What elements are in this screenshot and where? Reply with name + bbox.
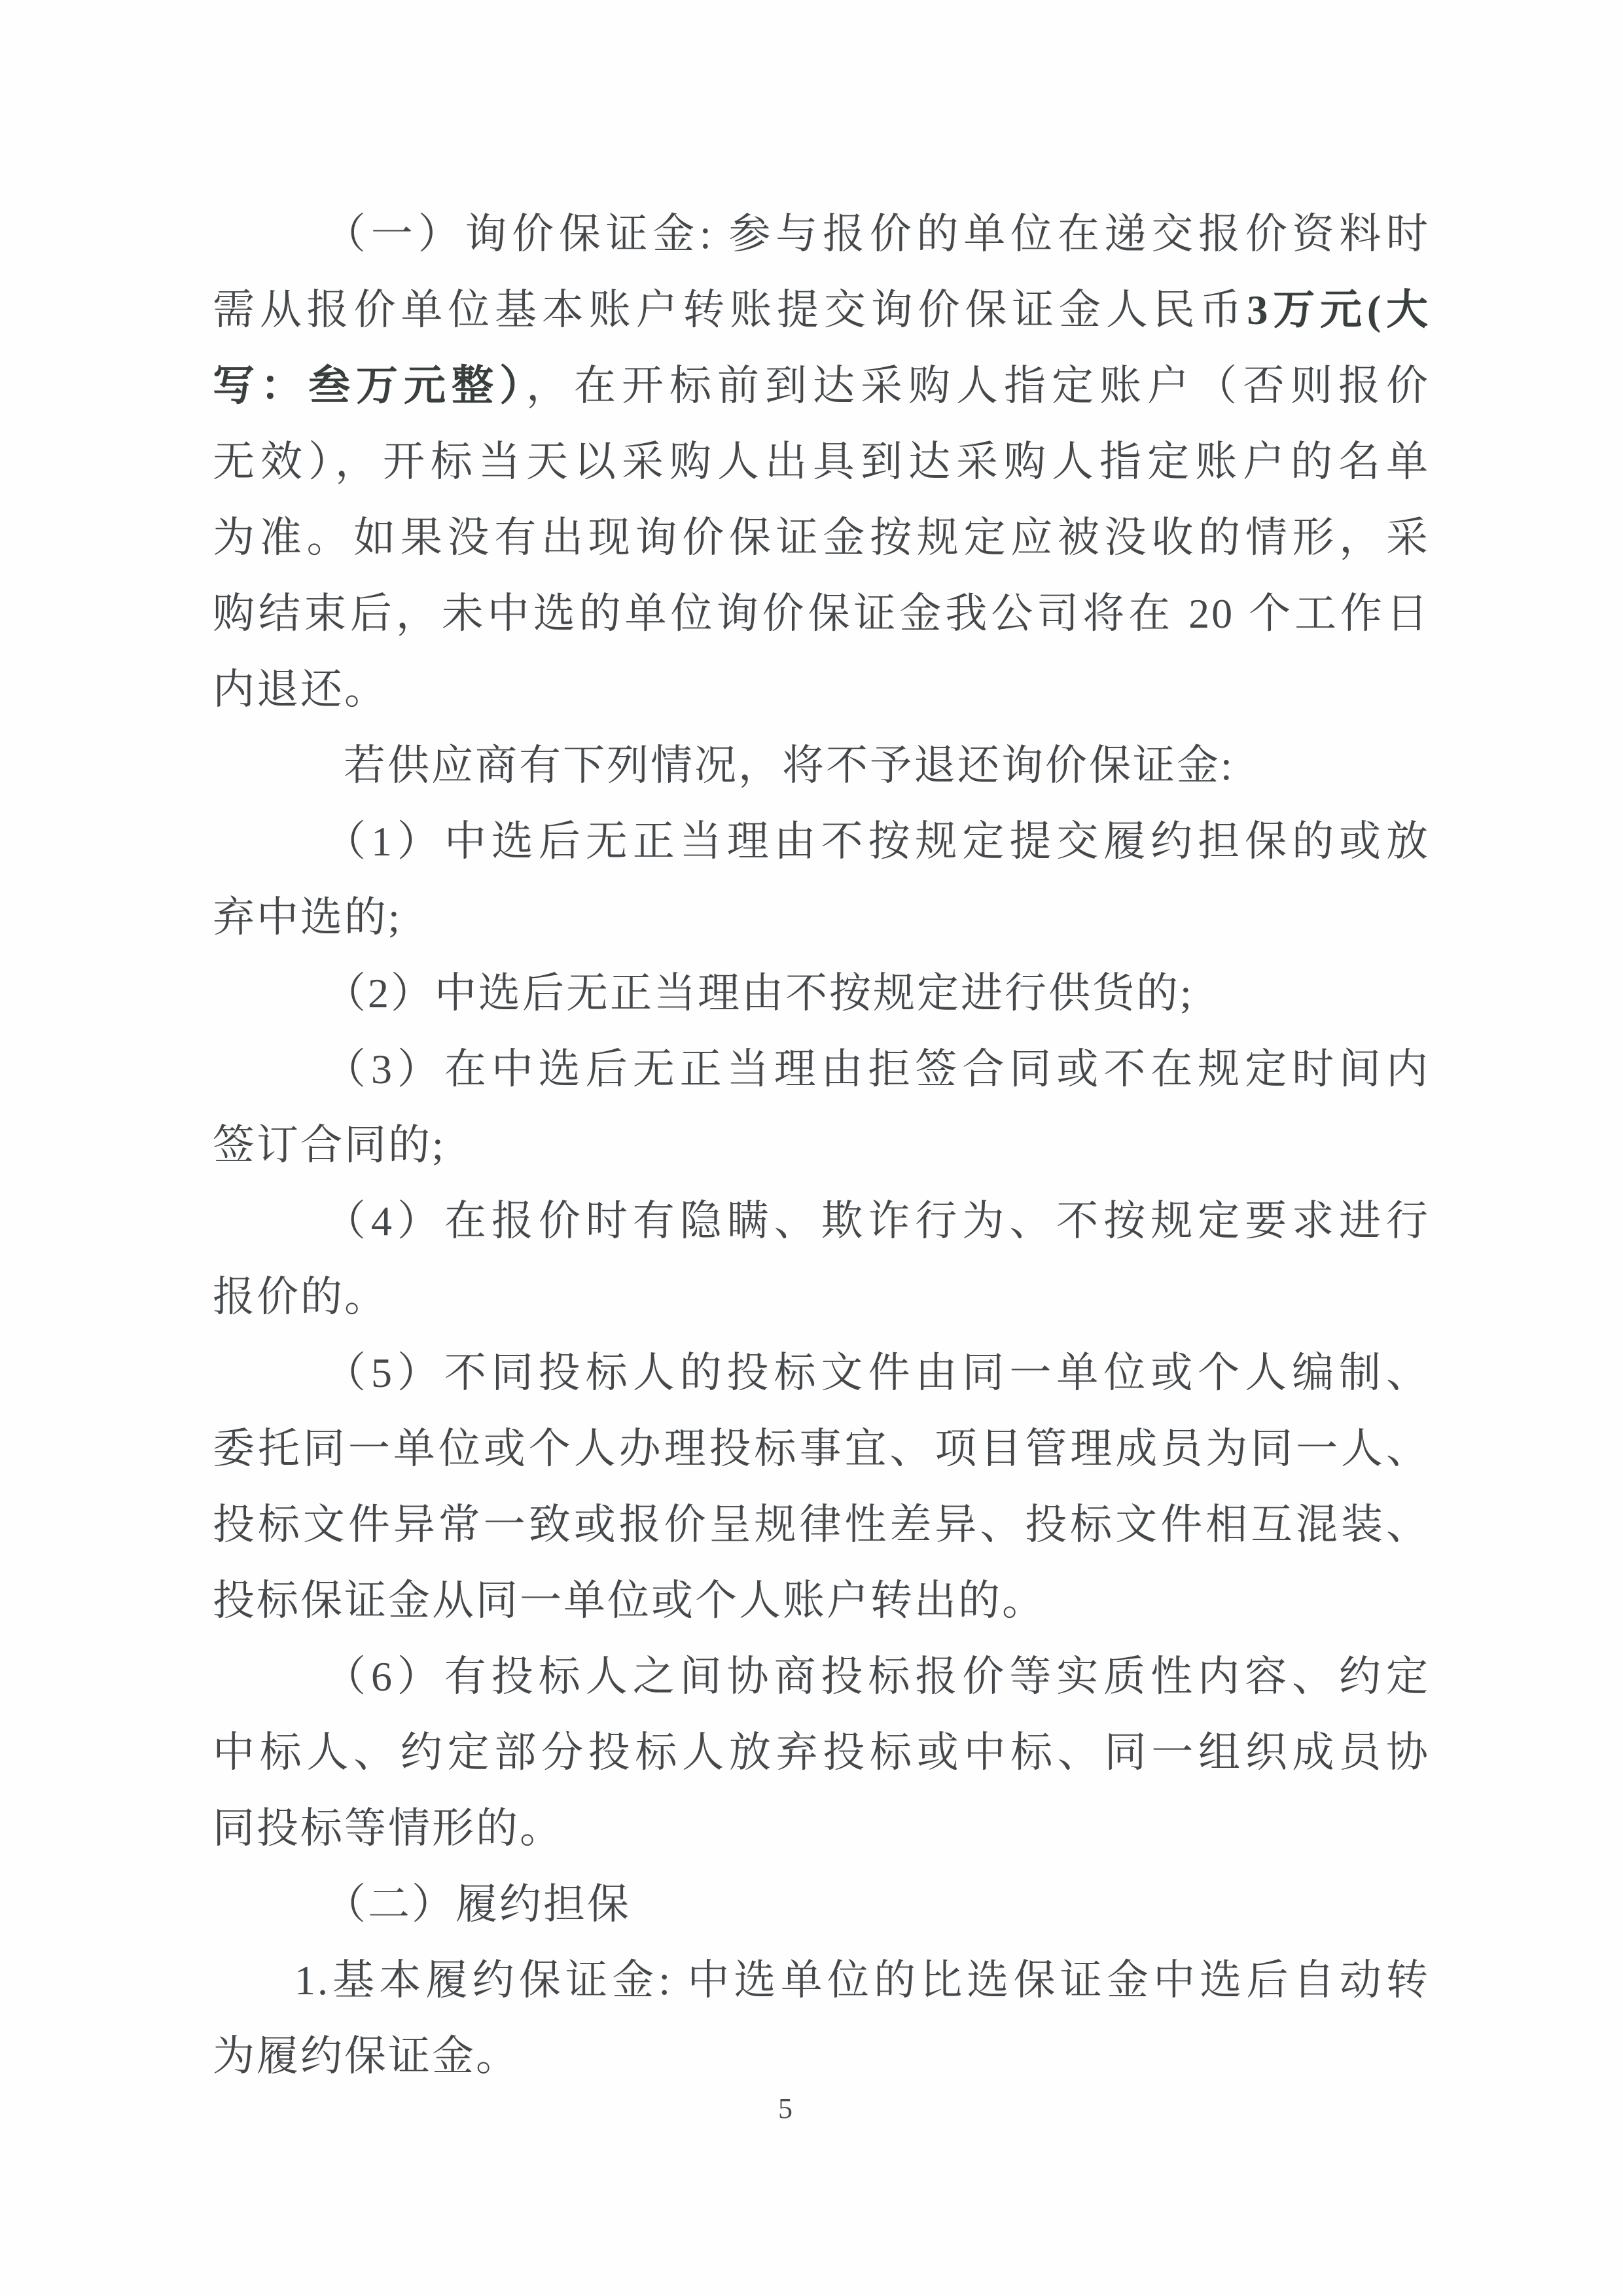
- text-line: [213, 424, 1430, 500]
- text-run: 弃中选的;: [213, 894, 402, 941]
- text-line: [213, 196, 1430, 272]
- text-line: [213, 500, 1430, 576]
- text-line: [213, 272, 1430, 348]
- text-run: 同投标等情形的。: [213, 1805, 563, 1852]
- text-line: [213, 880, 1430, 956]
- text-line: [213, 728, 1430, 804]
- text-run: （6）有投标人之间协商投标报价等实质性内容、约定: [324, 1653, 1430, 1700]
- text-run: 购结束后，未中选的单位询价保证金我公司将在 20 个工作日: [213, 590, 1430, 637]
- text-run: 签订合同的;: [213, 1122, 446, 1168]
- text-line: [213, 1563, 1430, 1639]
- text-line: [213, 1259, 1430, 1335]
- text-line: [213, 1107, 1430, 1183]
- text-line: [213, 348, 1430, 424]
- text-line: [213, 2018, 1430, 2094]
- text-run: 若供应商有下列情况，将不予退还询价保证金:: [344, 742, 1234, 789]
- text-run: 内退还。: [213, 666, 388, 713]
- text-run: （1）中选后无正当理由不按规定提交履约担保的或放: [324, 818, 1430, 865]
- text-run: （3）在中选后无正当理由拒签合同或不在规定时间内: [324, 1046, 1430, 1092]
- text-run: 中标人、约定部分投标人放弃投标或中标、同一组织成员协: [213, 1729, 1430, 1776]
- text-run: 1.基本履约保证金: 中选单位的比选保证金中选后自动转: [294, 1957, 1430, 2003]
- page-number: 5: [778, 2092, 793, 2125]
- text-run: （5）不同投标人的投标文件由同一单位或个人编制、: [324, 1350, 1430, 1396]
- text-run: 委托同一单位或个人办理投标事宜、项目管理成员为同一人、: [213, 1426, 1430, 1472]
- text-line: [213, 1183, 1430, 1259]
- text-run: 需从报价单位基本账户转账提交询价保证金人民币: [213, 287, 1247, 333]
- text-line: [213, 1639, 1430, 1715]
- text-line: [213, 1031, 1430, 1107]
- document-body: [213, 196, 1430, 2094]
- text-run: （4）在报价时有隐瞒、欺诈行为、不按规定要求进行: [324, 1198, 1430, 1244]
- text-run: （一）询价保证金: 参与报价的单位在递交报价资料时: [324, 211, 1430, 257]
- text-run: 投标文件异常一致或报价呈规律性差异、投标文件相互混装、: [213, 1501, 1430, 1548]
- text-line: [213, 576, 1430, 652]
- text-run: 无效），开标当天以采购人出具到达采购人指定账户的名单: [213, 439, 1430, 485]
- text-run: （2）中选后无正当理由不按规定进行供货的;: [324, 970, 1194, 1016]
- text-run: 报价的。: [213, 1274, 388, 1320]
- text-line: [213, 956, 1430, 1031]
- text-line: [213, 1867, 1430, 1943]
- text-line: [213, 1335, 1430, 1411]
- text-run: ，在开标前到达采购人指定账户（否则报价: [526, 363, 1430, 409]
- text-run: 投标保证金从同一单位或个人账户转出的。: [213, 1577, 1046, 1624]
- bold-text-run: 3万元(大: [1247, 287, 1431, 333]
- text-line: [213, 1487, 1430, 1563]
- text-line: [213, 652, 1430, 728]
- text-line: [213, 804, 1430, 880]
- text-run: 为准。如果没有出现询价保证金按规定应被没收的情形，采: [213, 514, 1430, 561]
- text-run: 为履约保证金。: [213, 2033, 520, 2079]
- text-line: [213, 1791, 1430, 1867]
- text-line: [213, 1943, 1430, 2018]
- bold-text-run: 写：叁万元整）: [213, 363, 526, 409]
- text-run: （二）履约担保: [324, 1881, 631, 1928]
- text-line: [213, 1411, 1430, 1487]
- text-line: [213, 1715, 1430, 1791]
